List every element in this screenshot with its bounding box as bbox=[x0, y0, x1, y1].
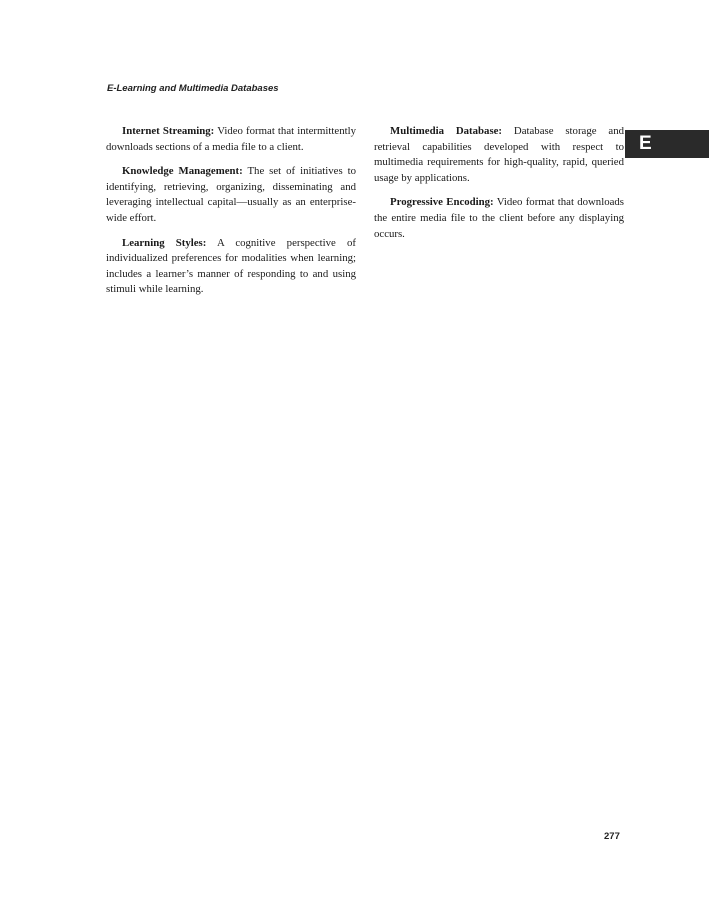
right-column bbox=[374, 124, 624, 251]
section-thumb-letter: E bbox=[639, 133, 652, 154]
glossary-term: Knowledge Management: bbox=[122, 165, 243, 178]
glossary-definition: Video format that downloads the entire media file to the client before any displaying occurs. bbox=[374, 196, 624, 240]
section-thumb-tab bbox=[625, 130, 709, 158]
glossary-entry-knowledge-management bbox=[106, 164, 356, 226]
glossary-entry-internet-streaming bbox=[106, 124, 356, 155]
glossary-entry-multimedia-database bbox=[374, 124, 624, 186]
glossary-definition: Database storage and retrieval capabilities developed with respect to multimedia requirements for high-quality, rapid, queried usage by applications. bbox=[374, 125, 624, 184]
glossary-term: Multimedia Database: bbox=[390, 125, 503, 137]
glossary-entry-learning-styles bbox=[106, 236, 356, 298]
glossary-term: Progressive Encoding: bbox=[390, 196, 494, 209]
page-number: 277 bbox=[604, 831, 620, 842]
glossary-definition: Video format that intermittently downloads sections of a media file to a client. bbox=[106, 125, 356, 153]
glossary-entry-progressive-encoding bbox=[374, 195, 624, 242]
glossary-definition: A cognitive perspective of individualized preferences for modalities when learning; includes a learner’s manner of responding to and using stimuli while learning. bbox=[106, 236, 356, 296]
glossary-term: Internet Streaming: bbox=[122, 125, 215, 137]
running-head: E-Learning and Multimedia Databases bbox=[107, 83, 279, 94]
glossary-definition: The set of initiatives to identifying, retrieving, organizing, disseminating and leveraging intellectual capital—usually as an enterprise-wide effort. bbox=[106, 165, 356, 224]
glossary-term: Learning Styles: bbox=[122, 236, 207, 249]
left-column bbox=[106, 124, 356, 307]
